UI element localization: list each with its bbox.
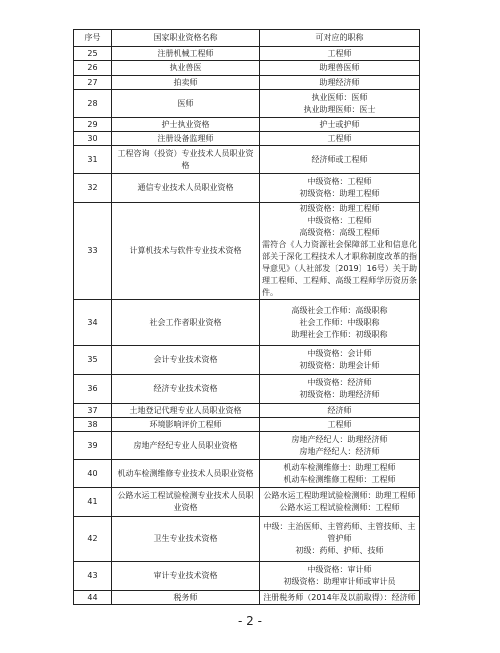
title-line: 高级社会工作师：高级职称 [291, 305, 388, 315]
title-line: 工程师 [327, 419, 352, 429]
qualification-name: 卫生专业技术资格 [112, 517, 260, 562]
table-row [74, 517, 420, 562]
qualification-name: 会计专业技术资格 [112, 346, 260, 375]
table-row [74, 562, 420, 591]
title-line: 初级资格：助理经济师 [299, 390, 380, 399]
row-number: 40 [74, 460, 112, 488]
table-row [74, 174, 420, 203]
table-row [74, 47, 420, 61]
qualification-name: 社会工作者职业资格 [112, 300, 260, 346]
qualification-name: 执业兽医 [112, 61, 260, 76]
title-cell [260, 203, 420, 300]
qualification-name: 机动车检测维修专业技术人员职业资格 [112, 460, 260, 488]
qualification-name: 税务师 [112, 591, 260, 605]
title-line: 工程师 [327, 133, 352, 143]
table-row [74, 132, 420, 146]
qualification-name: 经济专业技术资格 [112, 375, 260, 404]
title-line: 助理社会工作师：初级职称 [291, 329, 388, 339]
table-row [74, 591, 420, 605]
title-line: 助理兽医师 [319, 63, 360, 72]
page-number: - 2 - [238, 614, 262, 628]
table-row [74, 432, 420, 460]
title-cell [260, 76, 420, 90]
title-cell [260, 460, 420, 488]
table-row [74, 118, 420, 132]
title-line: 房地产经纪人：经济师 [299, 446, 380, 456]
table-header-row [74, 30, 420, 47]
qualification-name: 计算机技术与软件专业技术资格 [112, 203, 260, 300]
table-row [74, 146, 420, 174]
title-cell [260, 418, 420, 432]
title-cell [260, 132, 420, 146]
title-line: 经济师或工程师 [311, 154, 368, 164]
row-number: 44 [74, 591, 112, 605]
title-line: 中级：主治医师、主管药师、主管技师、主管护师 [263, 522, 416, 543]
title-line: 执业医师：医师 [311, 92, 368, 102]
qualification-name: 注册机械工程师 [112, 47, 260, 61]
title-line: 初级资格：助理审计师或审计员 [283, 577, 396, 586]
qualification-name: 工程咨询（投资）专业技术人员职业资格 [112, 146, 260, 174]
title-cell [260, 146, 420, 174]
title-line: 中级资格：审计师 [307, 565, 372, 574]
title-cell [260, 591, 420, 605]
qualification-name: 公路水运工程试验检测专业技术人员职业资格 [112, 488, 260, 517]
row-number: 32 [74, 174, 112, 203]
qualification-name: 房地产经纪专业人员职业资格 [112, 432, 260, 460]
row-number: 34 [74, 300, 112, 346]
row-number: 35 [74, 346, 112, 375]
row-number: 33 [74, 203, 112, 300]
title-line: 经济师 [327, 405, 352, 415]
qualification-name: 环境影响评价工程师 [112, 418, 260, 432]
table-row [74, 346, 420, 375]
title-cell [260, 432, 420, 460]
title-cell [260, 61, 420, 76]
title-cell [260, 300, 420, 346]
row-number: 41 [74, 488, 112, 517]
title-line: 机动车检测维修士：助理工程师 [283, 462, 396, 472]
row-number: 38 [74, 418, 112, 432]
qualification-name: 注册设备监理师 [112, 132, 260, 146]
row-number: 42 [74, 517, 112, 562]
title-line: 高级资格：高级工程师 [299, 228, 380, 237]
title-note: 需符合《人力资源社会保障部工业和信息化部关于深化工程技术人才职称制度改革的指导意见》（人社部发〔2019〕16号）关于助理工程师、工程师、高级工程师学历资历条件。 [262, 240, 417, 297]
row-number: 36 [74, 375, 112, 404]
title-cell [260, 517, 420, 562]
title-line: 机动车检测维修工程师：工程师 [283, 474, 396, 484]
title-cell [260, 47, 420, 61]
qualification-name: 土地登记代理专业人员职业资格 [112, 404, 260, 418]
title-line: 注册税务师（2014年及以前取得）：经济师 [263, 592, 416, 602]
title-cell [260, 90, 420, 118]
title-line: 中级资格：会计师 [307, 349, 372, 358]
title-line: 房地产经纪人：助理经济师 [291, 434, 388, 444]
row-number: 27 [74, 76, 112, 90]
header-title: 可对应的职称 [260, 30, 420, 47]
table-row [74, 203, 420, 300]
row-number: 37 [74, 404, 112, 418]
table-row [74, 460, 420, 488]
header-qualification: 国家职业资格名称 [112, 30, 260, 47]
row-number: 43 [74, 562, 112, 591]
row-number: 31 [74, 146, 112, 174]
title-cell [260, 118, 420, 132]
row-number: 39 [74, 432, 112, 460]
row-number: 29 [74, 118, 112, 132]
qualification-name: 护士执业资格 [112, 118, 260, 132]
table-row [74, 375, 420, 404]
row-number: 30 [74, 132, 112, 146]
table-row [74, 404, 420, 418]
title-line: 中级资格：经济师 [307, 378, 372, 387]
title-line: 中级资格：工程师 [307, 216, 372, 225]
title-line: 社会工作师：中级职称 [299, 317, 380, 327]
title-cell [260, 488, 420, 517]
row-number: 28 [74, 90, 112, 118]
title-line: 执业助理医师：医士 [303, 104, 376, 114]
qualification-name: 医师 [112, 90, 260, 118]
title-line: 助理经济师 [319, 77, 360, 87]
title-cell [260, 375, 420, 404]
table-row [74, 61, 420, 76]
qualification-name: 审计专业技术资格 [112, 562, 260, 591]
table-row [74, 418, 420, 432]
table-row [74, 90, 420, 118]
qualification-table [73, 29, 420, 605]
title-line: 初级资格：助理会计师 [299, 361, 380, 370]
title-cell [260, 346, 420, 375]
title-line: 初级资格：助理工程师 [299, 204, 380, 213]
row-number: 25 [74, 47, 112, 61]
title-cell [260, 562, 420, 591]
title-line: 初级资格：助理工程师 [299, 189, 380, 198]
title-line: 护士或护师 [319, 119, 360, 129]
title-line: 中级资格：工程师 [307, 177, 372, 186]
title-line: 初级：药师、护师、技师 [295, 546, 384, 555]
table-row [74, 488, 420, 517]
title-cell [260, 174, 420, 203]
table-body [74, 47, 420, 605]
title-line: 公路水运工程试验检测师：工程师 [279, 503, 400, 512]
header-no: 序号 [74, 30, 112, 47]
table-row [74, 300, 420, 346]
qualification-name: 通信专业技术人员职业资格 [112, 174, 260, 203]
title-cell [260, 404, 420, 418]
qualification-name: 拍卖师 [112, 76, 260, 90]
title-line: 工程师 [327, 48, 352, 58]
title-line: 公路水运工程助理试验检测师：助理工程师 [263, 491, 416, 500]
table-row [74, 76, 420, 90]
row-number: 26 [74, 61, 112, 76]
